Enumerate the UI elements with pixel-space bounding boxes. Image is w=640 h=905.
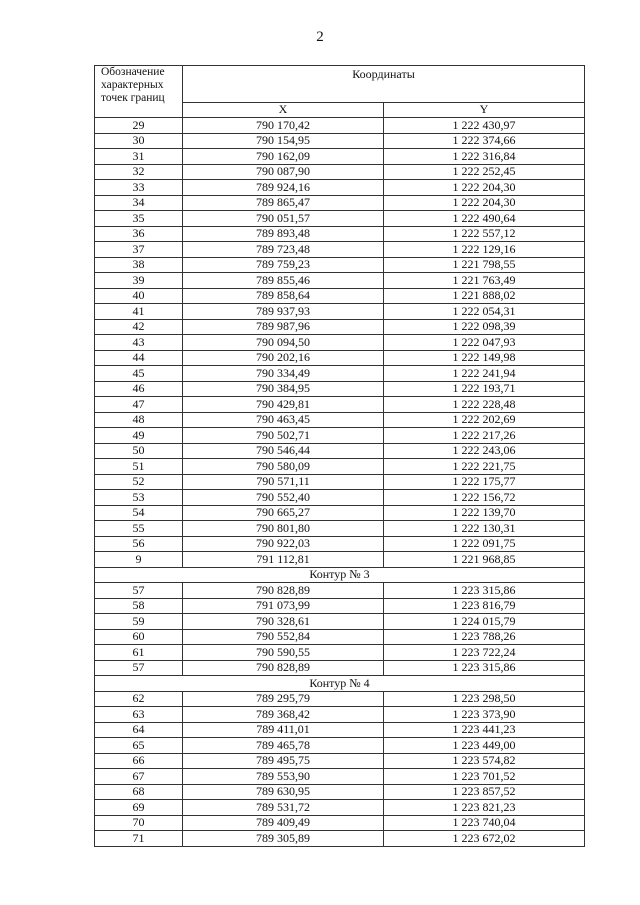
- point-cell: 34: [95, 195, 183, 211]
- x-cell: 790 087,90: [183, 164, 384, 180]
- y-cell: 1 222 374,66: [384, 133, 585, 149]
- y-cell: 1 222 130,31: [384, 521, 585, 537]
- header-coordinates: Координаты: [183, 66, 585, 103]
- x-cell: 789 865,47: [183, 195, 384, 211]
- contour-header-row: [95, 567, 585, 583]
- y-cell: 1 223 722,24: [384, 645, 585, 661]
- table-row: [95, 335, 585, 351]
- x-cell: 789 987,96: [183, 319, 384, 335]
- table-row: [95, 831, 585, 847]
- x-cell: 789 305,89: [183, 831, 384, 847]
- x-cell: 789 858,64: [183, 288, 384, 304]
- point-cell: 47: [95, 397, 183, 413]
- table-row: [95, 660, 585, 676]
- x-cell: 789 531,72: [183, 800, 384, 816]
- x-cell: 789 409,49: [183, 815, 384, 831]
- table-row: [95, 769, 585, 785]
- y-cell: 1 222 243,06: [384, 443, 585, 459]
- y-cell: 1 222 221,75: [384, 459, 585, 475]
- table-row: [95, 195, 585, 211]
- y-cell: 1 223 441,23: [384, 722, 585, 738]
- point-cell: 35: [95, 211, 183, 227]
- table-row: [95, 397, 585, 413]
- table-row: [95, 366, 585, 382]
- y-cell: 1 222 228,48: [384, 397, 585, 413]
- table-row: [95, 490, 585, 506]
- point-cell: 65: [95, 738, 183, 754]
- x-cell: 791 073,99: [183, 598, 384, 614]
- x-cell: 790 328,61: [183, 614, 384, 630]
- table-row: [95, 211, 585, 227]
- table-row: [95, 428, 585, 444]
- table-row: [95, 350, 585, 366]
- x-cell: 789 759,23: [183, 257, 384, 273]
- x-cell: 790 546,44: [183, 443, 384, 459]
- y-cell: 1 221 798,55: [384, 257, 585, 273]
- y-cell: 1 221 968,85: [384, 552, 585, 568]
- point-cell: 40: [95, 288, 183, 304]
- y-cell: 1 222 241,94: [384, 366, 585, 382]
- table-row: [95, 164, 585, 180]
- x-cell: 789 630,95: [183, 784, 384, 800]
- point-cell: 32: [95, 164, 183, 180]
- point-cell: 41: [95, 304, 183, 320]
- point-cell: 59: [95, 614, 183, 630]
- contour-label: Контур № 4: [95, 676, 585, 692]
- x-cell: 790 334,49: [183, 366, 384, 382]
- y-cell: 1 223 857,52: [384, 784, 585, 800]
- y-cell: 1 222 490,64: [384, 211, 585, 227]
- y-cell: 1 221 763,49: [384, 273, 585, 289]
- x-cell: 790 429,81: [183, 397, 384, 413]
- y-cell: 1 223 672,02: [384, 831, 585, 847]
- x-cell: 790 170,42: [183, 118, 384, 134]
- point-cell: 33: [95, 180, 183, 196]
- page-number: 2: [316, 29, 324, 45]
- table-row: [95, 707, 585, 723]
- point-cell: 60: [95, 629, 183, 645]
- x-cell: 789 553,90: [183, 769, 384, 785]
- y-cell: 1 223 373,90: [384, 707, 585, 723]
- table-row: [95, 133, 585, 149]
- x-cell: 790 828,89: [183, 660, 384, 676]
- point-cell: 71: [95, 831, 183, 847]
- point-cell: 29: [95, 118, 183, 134]
- table-row: [95, 381, 585, 397]
- x-cell: 790 801,80: [183, 521, 384, 537]
- table-row: [95, 583, 585, 599]
- x-cell: 790 571,11: [183, 474, 384, 490]
- table-row: [95, 226, 585, 242]
- x-cell: 790 552,40: [183, 490, 384, 506]
- table-row: [95, 691, 585, 707]
- y-cell: 1 223 298,50: [384, 691, 585, 707]
- x-cell: 789 893,48: [183, 226, 384, 242]
- header-point-label: Обозначение характерных точек границ: [95, 66, 183, 118]
- x-cell: 789 723,48: [183, 242, 384, 258]
- table-row: [95, 598, 585, 614]
- point-cell: 70: [95, 815, 183, 831]
- point-cell: 58: [95, 598, 183, 614]
- y-cell: 1 222 098,39: [384, 319, 585, 335]
- table-row: [95, 784, 585, 800]
- y-cell: 1 222 430,97: [384, 118, 585, 134]
- table-row: [95, 149, 585, 165]
- x-cell: 790 202,16: [183, 350, 384, 366]
- header-x: X: [183, 102, 384, 117]
- x-cell: 790 580,09: [183, 459, 384, 475]
- y-cell: 1 223 574,82: [384, 753, 585, 769]
- x-cell: 790 922,03: [183, 536, 384, 552]
- x-cell: 791 112,81: [183, 552, 384, 568]
- y-cell: 1 222 557,12: [384, 226, 585, 242]
- y-cell: 1 222 217,26: [384, 428, 585, 444]
- x-cell: 789 855,46: [183, 273, 384, 289]
- table-row: [95, 536, 585, 552]
- point-cell: 54: [95, 505, 183, 521]
- x-cell: 789 368,42: [183, 707, 384, 723]
- table-row: [95, 242, 585, 258]
- table-row: [95, 180, 585, 196]
- point-cell: 30: [95, 133, 183, 149]
- point-cell: 43: [95, 335, 183, 351]
- table-row: [95, 443, 585, 459]
- x-cell: 790 590,55: [183, 645, 384, 661]
- y-cell: 1 224 015,79: [384, 614, 585, 630]
- x-cell: 790 502,71: [183, 428, 384, 444]
- point-cell: 57: [95, 583, 183, 599]
- table-row: [95, 753, 585, 769]
- y-cell: 1 222 047,93: [384, 335, 585, 351]
- point-cell: 9: [95, 552, 183, 568]
- x-cell: 789 295,79: [183, 691, 384, 707]
- y-cell: 1 222 139,70: [384, 505, 585, 521]
- point-cell: 45: [95, 366, 183, 382]
- point-cell: 46: [95, 381, 183, 397]
- header-y: Y: [384, 102, 585, 117]
- y-cell: 1 222 193,71: [384, 381, 585, 397]
- x-cell: 790 384,95: [183, 381, 384, 397]
- point-cell: 67: [95, 769, 183, 785]
- y-cell: 1 222 175,77: [384, 474, 585, 490]
- y-cell: 1 221 888,02: [384, 288, 585, 304]
- x-cell: 789 937,93: [183, 304, 384, 320]
- y-cell: 1 222 204,30: [384, 195, 585, 211]
- contour-label: Контур № 3: [95, 567, 585, 583]
- y-cell: 1 223 816,79: [384, 598, 585, 614]
- table-row: [95, 118, 585, 134]
- y-cell: 1 223 701,52: [384, 769, 585, 785]
- table-row: [95, 722, 585, 738]
- x-cell: 790 154,95: [183, 133, 384, 149]
- point-cell: 39: [95, 273, 183, 289]
- x-cell: 789 411,01: [183, 722, 384, 738]
- y-cell: 1 222 252,45: [384, 164, 585, 180]
- table-body: [95, 118, 585, 847]
- point-cell: 50: [95, 443, 183, 459]
- table-row: [95, 459, 585, 475]
- table-row: [95, 505, 585, 521]
- table-row: [95, 800, 585, 816]
- y-cell: 1 222 149,98: [384, 350, 585, 366]
- y-cell: 1 222 204,30: [384, 180, 585, 196]
- table-row: [95, 614, 585, 630]
- point-cell: 55: [95, 521, 183, 537]
- table-row: [95, 629, 585, 645]
- y-cell: 1 222 316,84: [384, 149, 585, 165]
- table-row: [95, 412, 585, 428]
- point-cell: 51: [95, 459, 183, 475]
- point-cell: 49: [95, 428, 183, 444]
- table-row: [95, 815, 585, 831]
- x-cell: 790 828,89: [183, 583, 384, 599]
- y-cell: 1 222 202,69: [384, 412, 585, 428]
- x-cell: 789 495,75: [183, 753, 384, 769]
- point-cell: 44: [95, 350, 183, 366]
- point-cell: 68: [95, 784, 183, 800]
- contour-header-row: [95, 676, 585, 692]
- x-cell: 790 162,09: [183, 149, 384, 165]
- point-cell: 63: [95, 707, 183, 723]
- table-row: [95, 521, 585, 537]
- point-cell: 57: [95, 660, 183, 676]
- point-cell: 53: [95, 490, 183, 506]
- y-cell: 1 223 315,86: [384, 660, 585, 676]
- y-cell: 1 223 315,86: [384, 583, 585, 599]
- y-cell: 1 222 156,72: [384, 490, 585, 506]
- point-cell: 66: [95, 753, 183, 769]
- table-row: [95, 273, 585, 289]
- point-cell: 31: [95, 149, 183, 165]
- y-cell: 1 223 788,26: [384, 629, 585, 645]
- table-row: [95, 319, 585, 335]
- coordinates-table: [94, 65, 585, 847]
- point-cell: 38: [95, 257, 183, 273]
- table-row: [95, 552, 585, 568]
- table-row: [95, 288, 585, 304]
- point-cell: 42: [95, 319, 183, 335]
- point-cell: 37: [95, 242, 183, 258]
- point-cell: 61: [95, 645, 183, 661]
- point-cell: 36: [95, 226, 183, 242]
- point-cell: 64: [95, 722, 183, 738]
- table-row: [95, 645, 585, 661]
- point-cell: 48: [95, 412, 183, 428]
- y-cell: 1 223 449,00: [384, 738, 585, 754]
- x-cell: 790 665,27: [183, 505, 384, 521]
- point-cell: 56: [95, 536, 183, 552]
- table-row: [95, 738, 585, 754]
- x-cell: 790 051,57: [183, 211, 384, 227]
- x-cell: 790 094,50: [183, 335, 384, 351]
- point-cell: 52: [95, 474, 183, 490]
- y-cell: 1 222 054,31: [384, 304, 585, 320]
- y-cell: 1 222 091,75: [384, 536, 585, 552]
- table-row: [95, 257, 585, 273]
- y-cell: 1 223 740,04: [384, 815, 585, 831]
- x-cell: 789 924,16: [183, 180, 384, 196]
- x-cell: 789 465,78: [183, 738, 384, 754]
- table-row: [95, 474, 585, 490]
- point-cell: 69: [95, 800, 183, 816]
- x-cell: 790 463,45: [183, 412, 384, 428]
- x-cell: 790 552,84: [183, 629, 384, 645]
- y-cell: 1 223 821,23: [384, 800, 585, 816]
- y-cell: 1 222 129,16: [384, 242, 585, 258]
- point-cell: 62: [95, 691, 183, 707]
- table-row: [95, 304, 585, 320]
